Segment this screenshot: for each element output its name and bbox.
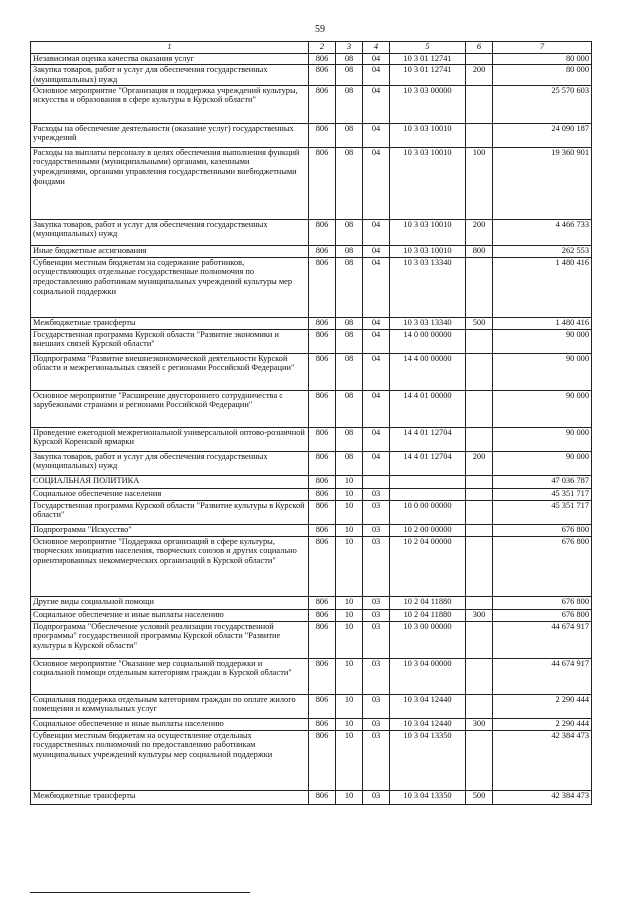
row-amount-cell: 44 674 917	[493, 658, 592, 694]
table-row	[31, 317, 592, 329]
row-subsection-cell: 03	[363, 621, 390, 658]
row-subsection-cell: 04	[363, 54, 390, 65]
row-expense-type-cell	[466, 596, 493, 609]
row-grbs-cell: 806	[309, 609, 336, 621]
row-amount-cell: 676 800	[493, 524, 592, 536]
row-expense-type-cell: 200	[466, 451, 493, 475]
row-section-cell: 08	[336, 147, 363, 219]
row-subsection-cell: 04	[363, 85, 390, 123]
row-expense-type-cell: 300	[466, 609, 493, 621]
row-expense-type-cell	[466, 658, 493, 694]
row-expense-type-cell	[466, 257, 493, 317]
row-grbs-cell: 806	[309, 451, 336, 475]
row-expense-type-cell	[466, 500, 493, 524]
table-row	[31, 390, 592, 427]
row-name-cell: Субвенции местным бюджетам на осуществление отдельных государственных полномочий по предоставлению работникам муниципальных учреждений культуры мер социальной поддержки	[31, 730, 309, 790]
row-name-cell: СОЦИАЛЬНАЯ ПОЛИТИКА	[31, 475, 309, 488]
row-grbs-cell: 806	[309, 621, 336, 658]
row-target-article-cell: 10 2 04 11880	[390, 609, 466, 621]
row-section-cell: 08	[336, 245, 363, 257]
row-expense-type-cell: 500	[466, 790, 493, 804]
row-target-article-cell: 10 3 03 00000	[390, 85, 466, 123]
table-row	[31, 718, 592, 730]
row-amount-cell: 2 290 444	[493, 718, 592, 730]
table-row	[31, 257, 592, 317]
row-expense-type-cell: 300	[466, 718, 493, 730]
row-expense-type-cell: 500	[466, 317, 493, 329]
row-grbs-cell: 806	[309, 475, 336, 488]
row-name-cell: Основное мероприятие "Оказание мер социальной поддержки и социальной помощи отдельным категориям граждан в Курской области"	[31, 658, 309, 694]
row-grbs-cell: 806	[309, 123, 336, 147]
row-expense-type-cell	[466, 524, 493, 536]
row-name-cell: Социальная поддержка отдельным категориям граждан по оплате жилого помещения и коммунальных услуг	[31, 694, 309, 718]
row-expense-type-cell	[466, 353, 493, 390]
page-number: 59	[315, 24, 325, 35]
row-section-cell: 10	[336, 790, 363, 804]
row-name-cell: Основное мероприятие "Расширение двустороннего сотрудничества с зарубежными странами и регионами Российской Федерации"	[31, 390, 309, 427]
row-expense-type-cell	[466, 54, 493, 65]
row-name-cell: Социальное обеспечение населения	[31, 488, 309, 500]
table-row	[31, 500, 592, 524]
row-target-article-cell: 10 0 00 00000	[390, 500, 466, 524]
table-row	[31, 658, 592, 694]
row-expense-type-cell: 200	[466, 219, 493, 245]
table-row	[31, 694, 592, 718]
row-amount-cell: 24 090 187	[493, 123, 592, 147]
row-name-cell: Расходы на выплаты персоналу в целях обеспечения выполнения функций государственными (муниципальными) органами, казенными учреждениями, органами управления государственными внебюджетными фондами	[31, 147, 309, 219]
row-expense-type-cell	[466, 694, 493, 718]
row-name-cell: Иные бюджетные ассигнования	[31, 245, 309, 257]
row-amount-cell: 2 290 444	[493, 694, 592, 718]
row-section-cell: 10	[336, 536, 363, 596]
row-subsection-cell: 04	[363, 245, 390, 257]
row-grbs-cell: 806	[309, 790, 336, 804]
table-row	[31, 790, 592, 804]
table-row	[31, 488, 592, 500]
row-amount-cell: 90 000	[493, 451, 592, 475]
row-expense-type-cell	[466, 329, 493, 353]
row-grbs-cell: 806	[309, 317, 336, 329]
row-amount-cell: 44 674 917	[493, 621, 592, 658]
row-amount-cell: 47 036 787	[493, 475, 592, 488]
row-amount-cell: 676 800	[493, 596, 592, 609]
row-grbs-cell: 806	[309, 730, 336, 790]
row-section-cell: 08	[336, 219, 363, 245]
row-target-article-cell: 10 3 03 10010	[390, 219, 466, 245]
row-subsection-cell: 03	[363, 694, 390, 718]
row-section-cell: 10	[336, 524, 363, 536]
row-section-cell: 08	[336, 353, 363, 390]
row-name-cell: Подпрограмма "Искусство"	[31, 524, 309, 536]
row-amount-cell: 42 384 473	[493, 730, 592, 790]
row-name-cell: Государственная программа Курской области "Развитие культуры в Курской области"	[31, 500, 309, 524]
row-name-cell: Субвенции местным бюджетам на содержание работников, осуществляющих отдельные государственные полномочия по предоставлению работникам муниципальных учреждений культуры мер социальной поддержки	[31, 257, 309, 317]
row-target-article-cell: 10 3 04 12440	[390, 694, 466, 718]
row-grbs-cell: 806	[309, 219, 336, 245]
row-grbs-cell: 806	[309, 694, 336, 718]
row-expense-type-cell	[466, 730, 493, 790]
row-expense-type-cell	[466, 390, 493, 427]
row-subsection-cell: 03	[363, 609, 390, 621]
row-amount-cell: 676 800	[493, 609, 592, 621]
row-name-cell: Независимая оценка качества оказания услуг	[31, 54, 309, 65]
row-section-cell: 10	[336, 475, 363, 488]
row-target-article-cell: 10 3 03 10010	[390, 147, 466, 219]
row-expense-type-cell: 100	[466, 147, 493, 219]
row-expense-type-cell	[466, 123, 493, 147]
row-amount-cell: 80 000	[493, 54, 592, 65]
table-row	[31, 65, 592, 86]
row-amount-cell: 90 000	[493, 427, 592, 451]
footer-divider	[30, 892, 250, 893]
row-amount-cell: 262 553	[493, 245, 592, 257]
row-subsection-cell	[363, 475, 390, 488]
row-target-article-cell: 14 0 00 00000	[390, 329, 466, 353]
table-row	[31, 123, 592, 147]
row-subsection-cell: 03	[363, 488, 390, 500]
header-col-6: 6	[466, 42, 493, 54]
table-row	[31, 596, 592, 609]
row-target-article-cell: 10 3 01 12741	[390, 65, 466, 86]
row-section-cell: 10	[336, 488, 363, 500]
row-target-article-cell: 14 4 01 12704	[390, 427, 466, 451]
row-grbs-cell: 806	[309, 390, 336, 427]
row-target-article-cell: 10 3 03 10010	[390, 245, 466, 257]
row-section-cell: 10	[336, 658, 363, 694]
table-body	[31, 54, 592, 805]
table-row	[31, 329, 592, 353]
row-amount-cell: 19 360 901	[493, 147, 592, 219]
row-grbs-cell: 806	[309, 257, 336, 317]
row-target-article-cell: 10 3 00 00000	[390, 621, 466, 658]
row-subsection-cell: 04	[363, 219, 390, 245]
row-name-cell: Основное мероприятие "Организация и поддержка учреждений культуры, искусства и образования в сфере культуры в Курской области"	[31, 85, 309, 123]
row-amount-cell: 1 480 416	[493, 317, 592, 329]
row-section-cell: 08	[336, 85, 363, 123]
row-expense-type-cell	[466, 536, 493, 596]
row-target-article-cell: 10 2 00 00000	[390, 524, 466, 536]
table-row	[31, 353, 592, 390]
row-grbs-cell: 806	[309, 658, 336, 694]
row-name-cell: Проведение ежегодной межрегиональной универсальной оптово-розничной Курской Коренской ярмарки	[31, 427, 309, 451]
header-col-4: 4	[363, 42, 390, 54]
row-subsection-cell: 03	[363, 730, 390, 790]
row-target-article-cell: 10 2 04 00000	[390, 536, 466, 596]
row-subsection-cell: 04	[363, 147, 390, 219]
row-subsection-cell: 04	[363, 65, 390, 86]
row-grbs-cell: 806	[309, 85, 336, 123]
row-subsection-cell: 03	[363, 596, 390, 609]
row-name-cell: Расходы на обеспечение деятельности (оказание услуг) государственных учреждений	[31, 123, 309, 147]
row-section-cell: 10	[336, 730, 363, 790]
row-amount-cell: 45 351 717	[493, 500, 592, 524]
table-row	[31, 475, 592, 488]
row-target-article-cell: 10 3 01 12741	[390, 54, 466, 65]
row-subsection-cell: 04	[363, 317, 390, 329]
row-subsection-cell: 04	[363, 427, 390, 451]
row-amount-cell: 42 384 473	[493, 790, 592, 804]
row-section-cell: 08	[336, 54, 363, 65]
header-col-5: 5	[390, 42, 466, 54]
row-grbs-cell: 806	[309, 536, 336, 596]
row-section-cell: 10	[336, 609, 363, 621]
budget-table	[30, 41, 592, 805]
row-expense-type-cell	[466, 85, 493, 123]
row-name-cell: Межбюджетные трансферты	[31, 317, 309, 329]
row-grbs-cell: 806	[309, 54, 336, 65]
row-grbs-cell: 806	[309, 488, 336, 500]
row-amount-cell: 45 351 717	[493, 488, 592, 500]
row-grbs-cell: 806	[309, 427, 336, 451]
row-expense-type-cell: 800	[466, 245, 493, 257]
row-target-article-cell: 10 3 04 13350	[390, 790, 466, 804]
row-subsection-cell: 03	[363, 790, 390, 804]
row-target-article-cell: 10 3 04 13350	[390, 730, 466, 790]
row-grbs-cell: 806	[309, 596, 336, 609]
table-row	[31, 536, 592, 596]
row-expense-type-cell	[466, 621, 493, 658]
row-name-cell: Межбюджетные трансферты	[31, 790, 309, 804]
row-target-article-cell: 14 4 01 00000	[390, 390, 466, 427]
row-subsection-cell: 04	[363, 353, 390, 390]
row-target-article-cell: 10 3 04 00000	[390, 658, 466, 694]
row-section-cell: 08	[336, 329, 363, 353]
row-section-cell: 08	[336, 123, 363, 147]
row-amount-cell: 90 000	[493, 390, 592, 427]
row-grbs-cell: 806	[309, 245, 336, 257]
row-section-cell: 08	[336, 257, 363, 317]
row-section-cell: 10	[336, 596, 363, 609]
row-grbs-cell: 806	[309, 500, 336, 524]
row-grbs-cell: 806	[309, 329, 336, 353]
table-row	[31, 245, 592, 257]
row-target-article-cell	[390, 475, 466, 488]
row-subsection-cell: 04	[363, 123, 390, 147]
table-row	[31, 147, 592, 219]
table-row	[31, 609, 592, 621]
row-amount-cell: 676 800	[493, 536, 592, 596]
row-subsection-cell: 03	[363, 500, 390, 524]
row-section-cell: 10	[336, 718, 363, 730]
row-name-cell: Основное мероприятие "Поддержка организаций в сфере культуры, творческих инициатив населения, творческих союзов и других социально ориентированных некоммерческих организаций в Курской области"	[31, 536, 309, 596]
row-name-cell: Закупка товаров, работ и услуг для обеспечения государственных (муниципальных) нужд	[31, 451, 309, 475]
table-row	[31, 730, 592, 790]
table-row	[31, 621, 592, 658]
row-section-cell: 08	[336, 317, 363, 329]
row-amount-cell: 25 570 603	[493, 85, 592, 123]
row-target-article-cell: 10 3 04 12440	[390, 718, 466, 730]
row-grbs-cell: 806	[309, 65, 336, 86]
header-col-7: 7	[493, 42, 592, 54]
row-grbs-cell: 806	[309, 718, 336, 730]
row-section-cell: 08	[336, 390, 363, 427]
row-name-cell: Закупка товаров, работ и услуг для обеспечения государственных (муниципальных) нужд	[31, 65, 309, 86]
row-section-cell: 08	[336, 451, 363, 475]
row-expense-type-cell	[466, 475, 493, 488]
row-subsection-cell: 04	[363, 390, 390, 427]
row-name-cell: Государственная программа Курской области "Развитие экономики и внешних связей Курской области"	[31, 329, 309, 353]
table-row	[31, 219, 592, 245]
row-target-article-cell	[390, 488, 466, 500]
row-name-cell: Подпрограмма "Обеспечение условий реализации государственной программы" государственной программы Курской области "Развитие культуры в Курской области"	[31, 621, 309, 658]
row-subsection-cell: 04	[363, 257, 390, 317]
table-header-row	[31, 42, 592, 54]
row-expense-type-cell: 200	[466, 65, 493, 86]
row-target-article-cell: 10 3 03 13340	[390, 257, 466, 317]
row-subsection-cell: 04	[363, 451, 390, 475]
row-amount-cell: 90 000	[493, 353, 592, 390]
row-subsection-cell: 03	[363, 658, 390, 694]
row-name-cell: Подпрограмма "Развитие внешнеэкономической деятельности Курской области и межрегиональных связей с регионами Российской Федерации"	[31, 353, 309, 390]
row-grbs-cell: 806	[309, 353, 336, 390]
row-name-cell: Социальное обеспечение и иные выплаты населению	[31, 718, 309, 730]
table-row	[31, 427, 592, 451]
row-section-cell: 08	[336, 427, 363, 451]
header-col-3: 3	[336, 42, 363, 54]
row-section-cell: 10	[336, 694, 363, 718]
row-subsection-cell: 03	[363, 536, 390, 596]
row-amount-cell: 90 000	[493, 329, 592, 353]
table-row	[31, 451, 592, 475]
row-expense-type-cell	[466, 488, 493, 500]
row-name-cell: Социальное обеспечение и иные выплаты населению	[31, 609, 309, 621]
row-section-cell: 08	[336, 65, 363, 86]
table-row	[31, 54, 592, 65]
row-section-cell: 10	[336, 621, 363, 658]
row-target-article-cell: 14 4 01 12704	[390, 451, 466, 475]
row-expense-type-cell	[466, 427, 493, 451]
row-name-cell: Другие виды социальной помощи	[31, 596, 309, 609]
header-col-1: 1	[31, 42, 309, 54]
table-row	[31, 85, 592, 123]
row-grbs-cell: 806	[309, 147, 336, 219]
row-target-article-cell: 14 4 00 00000	[390, 353, 466, 390]
row-section-cell: 10	[336, 500, 363, 524]
row-amount-cell: 80 000	[493, 65, 592, 86]
row-subsection-cell: 03	[363, 718, 390, 730]
header-col-2: 2	[309, 42, 336, 54]
row-amount-cell: 1 480 416	[493, 257, 592, 317]
row-target-article-cell: 10 2 04 11880	[390, 596, 466, 609]
row-grbs-cell: 806	[309, 524, 336, 536]
table-row	[31, 524, 592, 536]
row-subsection-cell: 03	[363, 524, 390, 536]
row-subsection-cell: 04	[363, 329, 390, 353]
row-target-article-cell: 10 3 03 10010	[390, 123, 466, 147]
row-name-cell: Закупка товаров, работ и услуг для обеспечения государственных (муниципальных) нужд	[31, 219, 309, 245]
row-amount-cell: 4 466 733	[493, 219, 592, 245]
row-target-article-cell: 10 3 03 13340	[390, 317, 466, 329]
